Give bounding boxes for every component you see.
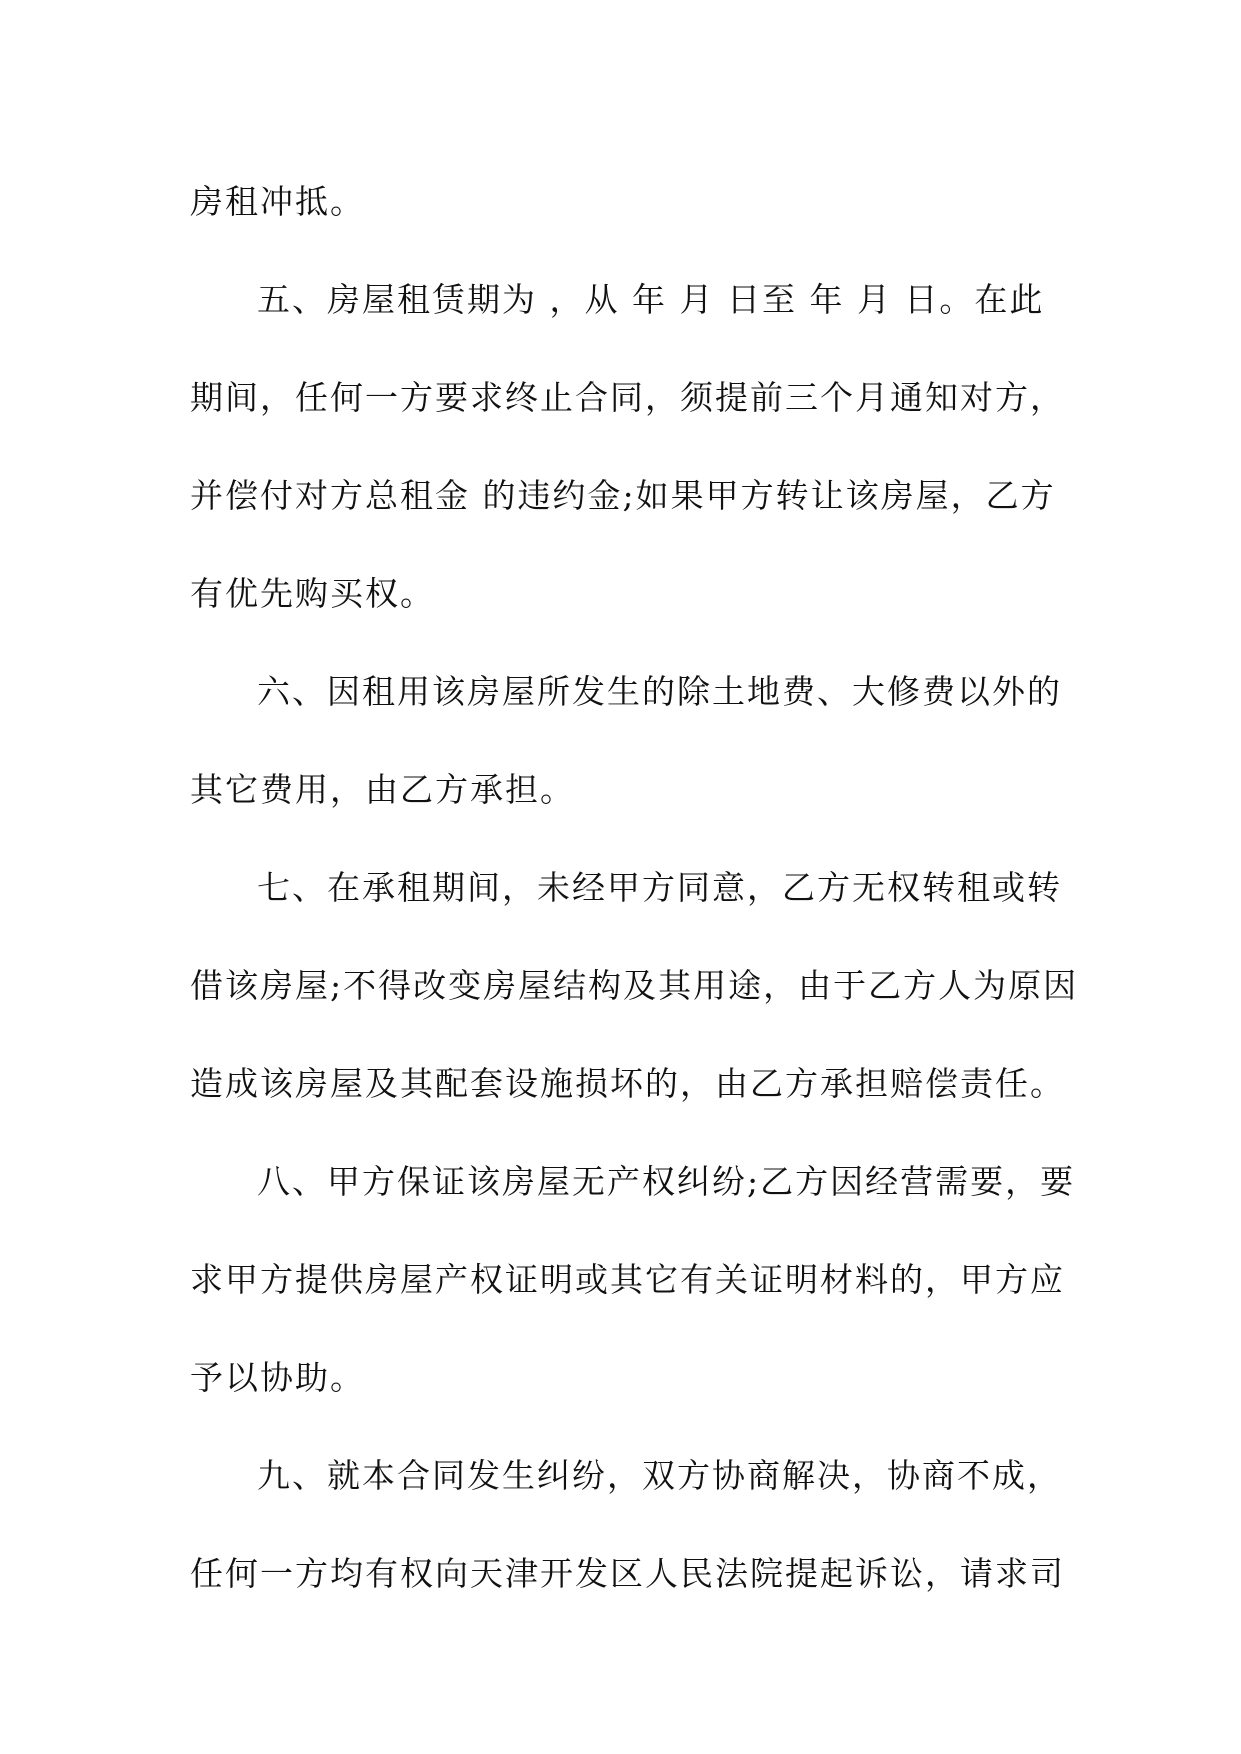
- text-line: 借该房屋;不得改变房屋结构及其用途，由于乙方人为原因: [190, 966, 1079, 1005]
- clause-7-line: 七、在承租期间，未经甲方同意，乙方无权转租或转: [257, 868, 1062, 907]
- clause-8-line: 八、甲方保证该房屋无产权纠纷;乙方因经营需要，要: [257, 1162, 1076, 1201]
- text-line: 房租冲抵。: [190, 182, 365, 221]
- text-line: 求甲方提供房屋产权证明或其它有关证明材料的，甲方应: [190, 1260, 1065, 1299]
- text-line: 有优先购买权。: [190, 574, 435, 613]
- text-line: 其它费用，由乙方承担。: [190, 770, 575, 809]
- clause-9-line: 九、就本合同发生纠纷，双方协商解决，协商不成，: [257, 1456, 1062, 1495]
- clause-6-line: 六、因租用该房屋所发生的除土地费、大修费以外的: [257, 672, 1062, 711]
- clause-5-line: 五、房屋租赁期为 ，从 年 月 日至 年 月 日。在此: [257, 280, 1045, 319]
- text-line: 并偿付对方总租金 的违约金;如果甲方转让该房屋，乙方: [190, 476, 1056, 515]
- text-line: 予以协助。: [190, 1358, 365, 1397]
- text-line: 任何一方均有权向天津开发区人民法院提起诉讼，请求司: [190, 1554, 1065, 1593]
- text-line: 期间，任何一方要求终止合同，须提前三个月通知对方，: [190, 378, 1065, 417]
- text-line: 造成该房屋及其配套设施损坏的，由乙方承担赔偿责任。: [190, 1064, 1065, 1103]
